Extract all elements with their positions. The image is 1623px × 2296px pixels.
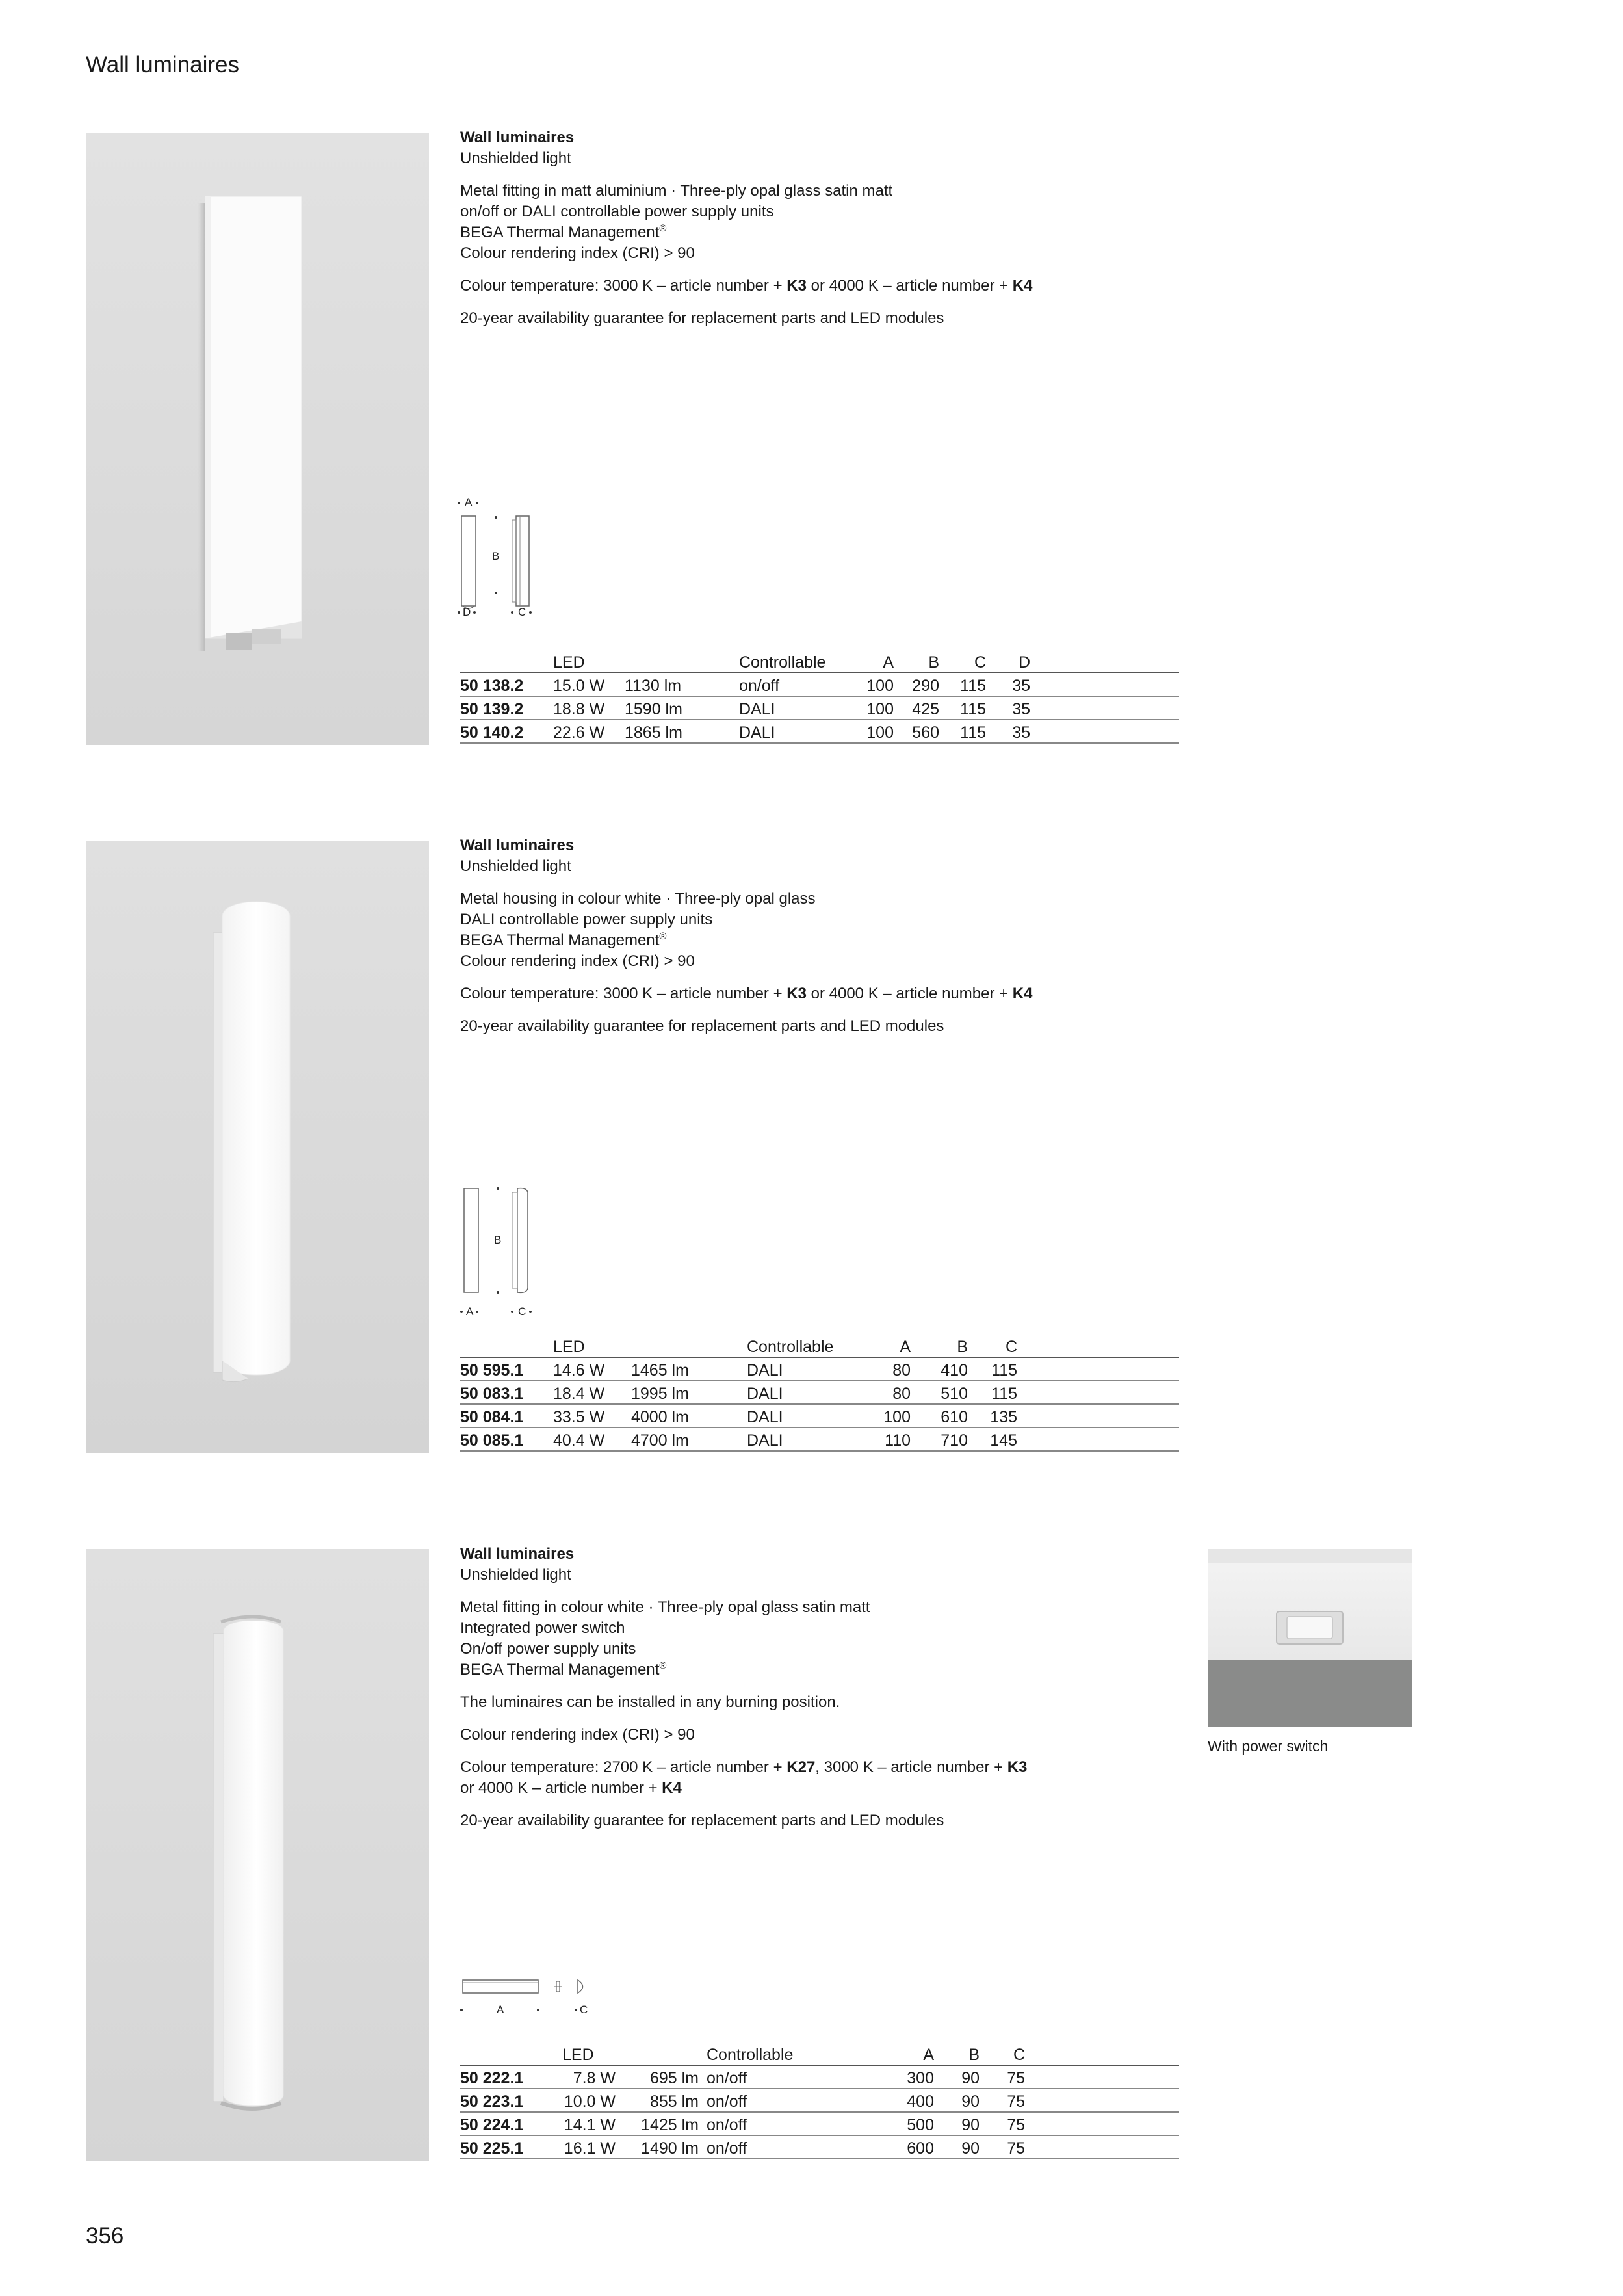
product-photo-1 [86, 133, 429, 745]
table-row: 50 223.1 10.0 W 855 lm on/off 400 90 75 [460, 2089, 1179, 2112]
feature-line: Metal housing in colour white · Three-ply opal glass [460, 890, 816, 907]
product-subtitle: Unshielded light [460, 857, 571, 875]
product-description-2 [460, 835, 1175, 1049]
product-description-1 [460, 127, 1175, 341]
feature-line: Colour rendering index (CRI) > 90 [460, 952, 695, 970]
table-row: 50 083.1 18.4 W 1995 lm DALI 80 510 115 [460, 1381, 1179, 1404]
power-switch-photo [1208, 1549, 1412, 1727]
dimension-label-a: A [465, 496, 473, 508]
article-number: 50 225.1 [460, 2135, 553, 2159]
dimension-label-c: C [518, 1305, 526, 1318]
table-row: 50 225.1 16.1 W 1490 lm on/off 600 90 75 [460, 2135, 1179, 2159]
registered-mark: ® [659, 1660, 667, 1671]
article-number: 50 140.2 [460, 720, 553, 743]
availability-guarantee: 20-year availability guarantee for replacement parts and LED modules [460, 1017, 944, 1035]
table-row: 50 138.2 15.0 W 1130 lm on/off 100 290 115 35 [460, 673, 1179, 696]
spec-table-3 [460, 2042, 1179, 2159]
article-number: 50 084.1 [460, 1404, 553, 1428]
table-row: 50 222.1 7.8 W 695 lm on/off 300 90 75 [460, 2065, 1179, 2089]
article-number: 50 595.1 [460, 1357, 553, 1381]
table-header-row: LED Controllable A B C [460, 1335, 1179, 1357]
article-number: 50 138.2 [460, 673, 553, 696]
colour-rendering-index: Colour rendering index (CRI) > 90 [460, 1726, 695, 1743]
article-number: 50 083.1 [460, 1381, 553, 1404]
feature-line: Metal fitting in matt aluminium · Three-ply opal glass satin matt [460, 182, 893, 200]
registered-mark: ® [659, 223, 667, 234]
article-number: 50 223.1 [460, 2089, 553, 2112]
feature-line: Metal fitting in colour white · Three-ply opal glass satin matt [460, 1598, 870, 1616]
dimension-drawing-3 [455, 1976, 588, 2022]
registered-mark: ® [659, 931, 667, 942]
product-subtitle: Unshielded light [460, 150, 571, 167]
colour-temperature: Colour temperature: 3000 K – article number + K3 or 4000 K – article number + K4 [460, 985, 1033, 1002]
product-photo-2 [86, 841, 429, 1453]
colour-temperature: Colour temperature: 2700 K – article number + K27, 3000 K – article number + K3 or 4000 K – article number + K4 [460, 1758, 1028, 1797]
dimension-label-c: C [518, 606, 526, 618]
dimension-label-a: A [497, 2003, 504, 2016]
table-header-row: LED Controllable A B C D [460, 650, 1179, 673]
product-title: Wall luminaires [460, 129, 575, 146]
article-number: 50 085.1 [460, 1428, 553, 1451]
colour-temperature: Colour temperature: 3000 K – article number + K3 or 4000 K – article number + K4 [460, 277, 1033, 294]
table-row: 50 140.2 22.6 W 1865 lm DALI 100 560 115 35 [460, 720, 1179, 743]
feature-line: Integrated power switch [460, 1619, 625, 1637]
table-row: 50 224.1 14.1 W 1425 lm on/off 500 90 75 [460, 2112, 1179, 2135]
feature-line: On/off power supply units [460, 1640, 636, 1658]
product-subtitle: Unshielded light [460, 1566, 571, 1584]
switch-caption: With power switch [1208, 1738, 1329, 1755]
product-title: Wall luminaires [460, 837, 575, 854]
dimension-label-d: D [463, 606, 471, 618]
feature-line: BEGA Thermal Management [460, 1661, 660, 1678]
table-row: 50 139.2 18.8 W 1590 lm DALI 100 425 115 35 [460, 696, 1179, 720]
product-title: Wall luminaires [460, 1545, 575, 1563]
dimension-label-b: B [492, 550, 500, 562]
feature-line: BEGA Thermal Management [460, 224, 660, 241]
burning-position: The luminaires can be installed in any burning position. [460, 1693, 840, 1711]
table-header-row: LED Controllable A B C [460, 2042, 1179, 2065]
feature-line: BEGA Thermal Management [460, 932, 660, 949]
article-number: 50 224.1 [460, 2112, 553, 2135]
availability-guarantee: 20-year availability guarantee for replacement parts and LED modules [460, 309, 944, 327]
table-row: 50 084.1 33.5 W 4000 lm DALI 100 610 135 [460, 1404, 1179, 1428]
feature-line: on/off or DALI controllable power supply units [460, 203, 774, 220]
dimension-label-c: C [580, 2003, 588, 2016]
feature-line: Colour rendering index (CRI) > 90 [460, 244, 695, 262]
dimension-label-b: B [494, 1234, 502, 1246]
table-row: 50 085.1 40.4 W 4700 lm DALI 110 710 145 [460, 1428, 1179, 1451]
article-number: 50 139.2 [460, 696, 553, 720]
table-row: 50 595.1 14.6 W 1465 lm DALI 80 410 115 [460, 1357, 1179, 1381]
product-description-3 [460, 1544, 1175, 1843]
dimension-drawing-2 [455, 1183, 585, 1320]
page-number: 356 [86, 2223, 124, 2249]
spec-table-1 [460, 650, 1179, 744]
feature-line: DALI controllable power supply units [460, 911, 713, 928]
availability-guarantee: 20-year availability guarantee for replacement parts and LED modules [460, 1812, 944, 1829]
dimension-label-a: A [466, 1305, 474, 1318]
spec-table-2 [460, 1335, 1179, 1452]
page-heading: Wall luminaires [86, 52, 239, 77]
dimension-drawing-1 [455, 494, 585, 624]
product-photo-3 [86, 1549, 429, 2161]
article-number: 50 222.1 [460, 2065, 553, 2089]
